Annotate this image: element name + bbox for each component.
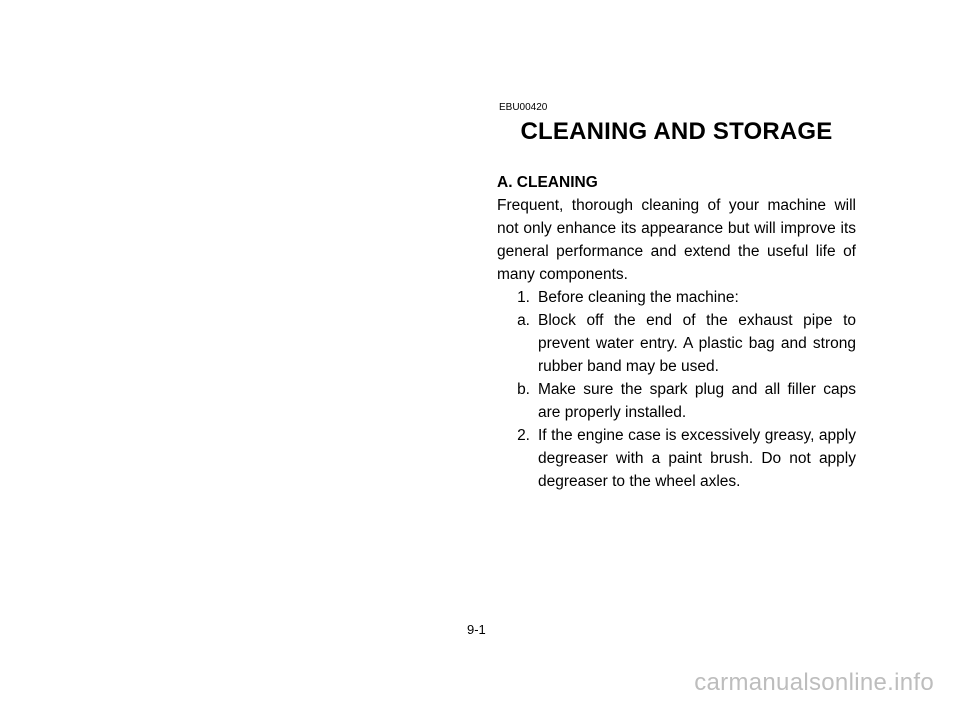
list-item-text: If the engine case is excessively greasy, apply degreaser with a paint brush. Do not apply degreaser to the wheel axles. — [538, 427, 856, 490]
list-item — [497, 378, 856, 424]
list-item-text: Make sure the spark plug and all filler caps are properly installed. — [538, 381, 856, 421]
list-item — [497, 286, 856, 309]
page-number: 9-1 — [467, 622, 486, 637]
watermark: carmanualsonline.info — [694, 669, 934, 696]
list-item — [497, 309, 856, 378]
main-content — [497, 171, 856, 493]
intro-paragraph: Frequent, thorough cleaning of your machine will not only enhance its appearance but will improve its general performance and extend the useful life of many components. — [497, 197, 856, 283]
list-item-text: Before cleaning the machine: — [538, 289, 739, 306]
list-item — [497, 424, 856, 493]
list-item-text: Block off the end of the exhaust pipe to prevent water entry. A plastic bag and strong rubber band may be used. — [538, 312, 856, 375]
list-item-number: b. — [517, 381, 530, 398]
section-heading: A. CLEANING — [497, 174, 598, 191]
list-item-number: 2. — [517, 427, 530, 444]
list-item-number: a. — [517, 312, 530, 329]
list-item-number: 1. — [517, 289, 530, 306]
document-code: EBU00420 — [499, 102, 548, 113]
page-title: CLEANING AND STORAGE — [520, 118, 833, 145]
